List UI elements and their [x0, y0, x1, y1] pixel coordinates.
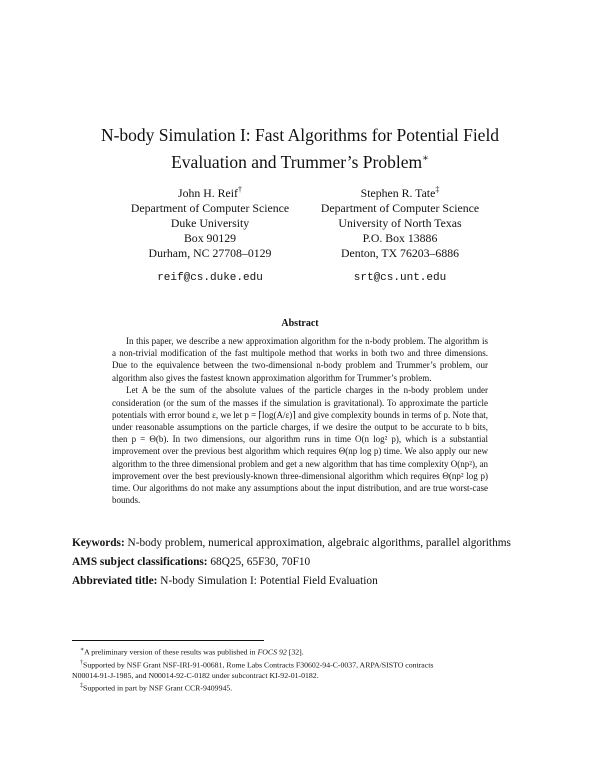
abstract-heading: Abstract — [281, 318, 319, 329]
footnote-text-continued: N00014-91-J-1985, and N00014-92-C-0182 under subcontract KI-92-01-0182. — [72, 671, 319, 681]
title-line-2 — [60, 147, 540, 174]
author-block-tate — [300, 182, 500, 286]
footnote-mark: ∗ — [80, 647, 85, 653]
author-email[interactable]: srt@cs.unt.edu — [353, 271, 447, 284]
author-name — [110, 182, 310, 201]
footnote-text: Supported in part by NSF Grant CCR-9409945. — [83, 683, 233, 693]
author-email[interactable]: reif@cs.duke.edu — [157, 271, 263, 284]
footnote-mark: † — [80, 659, 83, 666]
footnote-text: Supported by NSF Grant NSF-IRI-91-00681, Rome Labs Contracts F30602-94-C-0037, ARPA/SISTO contracts — [83, 660, 434, 670]
title-line-1: N-body Simulation I: Fast Algorithms for Potential Field — [100, 125, 500, 145]
title-footnote-mark: ∗ — [422, 153, 429, 164]
author-name-text: John H. Reif — [178, 185, 238, 200]
footnote-2 — [72, 658, 542, 682]
paper-title — [60, 124, 540, 174]
author-address-2: Durham, NC 27708–0129 — [148, 245, 272, 260]
author-department: Department of Computer Science — [320, 200, 480, 215]
abstract-paragraph-2: Let A be the sum of the absolute values of the particle charges in the n-body problem under consideration (or the sum of the masses if the simulation is gravitational). To approximate the particle potentials with error bound ε, we let p = ⌈log(A/ε)⌉ and give complexity bounds in terms of p. Note that, under reasonable assumptions on the particle charges, if we desire the output to be accurate to b bits, then p = Θ(b). In two dimensions, our algorithm runs in time O(n log² p), which is a substantial improvement over the previous best algorithm which requires Θ(np log p) time. We also apply our new algorithm to the three dimensional problem and get a new algorithm that has time complexity O(np²), an improvement over the best previously-known three-dimensional algorithm which requires Θ(np² log p) time. Our algorithms do not make any assumptions about the input distribution, and are true worst-case bounds. — [112, 385, 488, 506]
title-line-2-text: Evaluation and Trummer’s Problem — [171, 151, 423, 172]
footnote-divider — [72, 640, 264, 641]
abbreviated-title-text: N-body Simulation I: Potential Field Evaluation — [160, 575, 378, 587]
footnote-text-end: [32]. — [286, 647, 304, 657]
author-address-2: Denton, TX 76203–6886 — [340, 245, 460, 260]
abbreviated-title-line — [72, 574, 542, 588]
author-department: Department of Computer Science — [130, 200, 290, 215]
author-name — [300, 182, 500, 201]
author-block-reif — [110, 182, 310, 286]
author-footnote-mark: ‡ — [435, 185, 440, 194]
author-name-text: Stephen R. Tate — [360, 185, 436, 200]
keywords-line — [72, 536, 542, 550]
author-footnote-mark: † — [237, 185, 242, 194]
author-university: University of North Texas — [338, 215, 462, 230]
author-university: Duke University — [170, 215, 250, 230]
footnote-venue: FOCS 92 — [257, 647, 287, 657]
footnote-text: A preliminary version of these results was published in — [84, 647, 258, 657]
ams-label: AMS subject classifications: — [72, 556, 208, 568]
abstract-paragraph-1: In this paper, we describe a new approximation algorithm for the n-body problem. The algorithm is a non-trivial modification of the fast multipole method that works in both two and three dimensions. Due to the equivalence between the two-dimensional n-body problem and Trummer’s problem, our algorithm also gives the fastest known approximation algorithm for Trummer’s problem. — [112, 336, 488, 383]
abstract-body — [112, 335, 488, 506]
footnote-1 — [72, 645, 542, 658]
footnote-3 — [72, 681, 542, 694]
abbreviated-title-label: Abbreviated title: — [72, 575, 158, 587]
author-address-1: P.O. Box 13886 — [362, 230, 438, 245]
ams-text: 68Q25, 65F30, 70F10 — [210, 556, 311, 568]
footnotes — [72, 645, 542, 694]
keywords-label: Keywords: — [72, 537, 125, 549]
author-address-1: Box 90129 — [183, 230, 237, 245]
footnote-mark: ‡ — [80, 683, 83, 690]
keywords-text: N-body problem, numerical approximation, algebraic algorithms, parallel algorithms — [127, 537, 511, 549]
ams-classification-line — [72, 555, 542, 569]
